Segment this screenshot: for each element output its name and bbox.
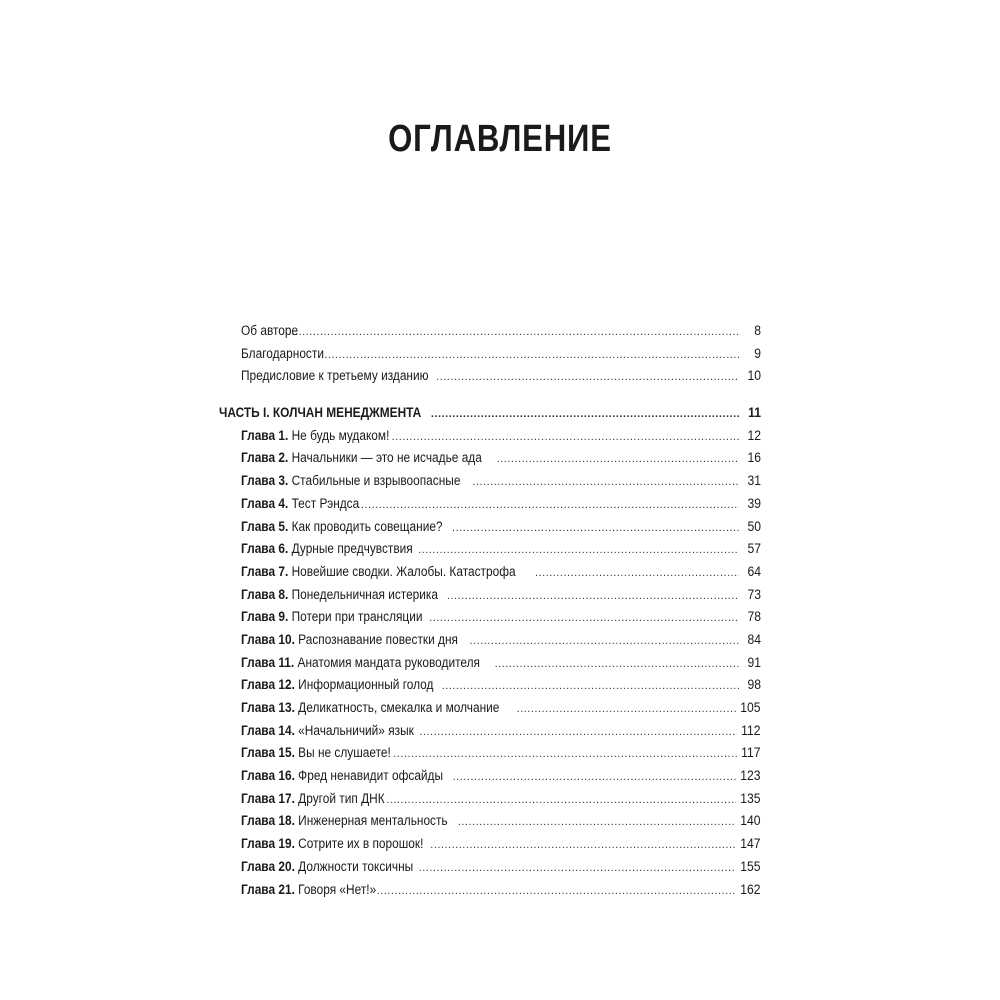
chapter-number: Глава 16. (241, 768, 295, 784)
toc-chapter-label (241, 882, 376, 897)
toc-chapter-label (241, 519, 443, 534)
toc-page-number: 39 (747, 495, 761, 511)
dot-leader (535, 564, 739, 579)
chapter-title: Дурные предчувствия (291, 541, 413, 557)
dot-leader (419, 723, 737, 738)
dot-leader (495, 655, 739, 670)
dot-leader (392, 428, 739, 443)
toc-chapter-entry[interactable] (219, 859, 761, 882)
toc-chapter-label (241, 564, 516, 579)
toc-page-number: 12 (747, 427, 761, 443)
chapter-number: Глава 1. (241, 427, 289, 443)
dot-leader (393, 745, 737, 760)
toc-page-number: 147 (740, 836, 761, 852)
chapter-number: Глава 15. (241, 745, 295, 761)
toc-page-number: 117 (741, 745, 761, 761)
chapter-number: Глава 6. (241, 541, 289, 557)
chapter-title: Распознавание повестки дня (298, 631, 458, 647)
toc-chapter-entry[interactable] (219, 609, 761, 632)
toc-chapter-entry[interactable] (219, 700, 761, 723)
chapter-title: Потери при трансляции (291, 609, 423, 625)
toc-chapter-entry[interactable] (219, 677, 761, 700)
toc-chapter-entry[interactable] (219, 791, 761, 814)
dot-leader (453, 768, 737, 783)
toc-chapter-label (241, 723, 414, 738)
table-of-contents (219, 323, 761, 904)
toc-chapter-entry[interactable] (219, 519, 761, 542)
toc-entry-label: Благодарности (241, 345, 324, 361)
toc-part-label: ЧАСТЬ I. КОЛЧАН МЕНЕДЖМЕНТА (219, 405, 422, 421)
toc-chapter-label (241, 655, 480, 670)
dot-leader (431, 405, 739, 420)
toc-page-number: 78 (747, 609, 761, 625)
toc-chapter-label (241, 632, 458, 647)
toc-page-number: 84 (747, 631, 761, 647)
chapter-number: Глава 7. (241, 563, 289, 579)
toc-page-number: 9 (754, 345, 761, 361)
chapter-number: Глава 10. (241, 631, 295, 647)
dot-leader (418, 541, 739, 556)
chapter-title: Инженерная ментальность (298, 813, 448, 829)
dot-leader (497, 450, 739, 465)
toc-chapter-entry[interactable] (219, 587, 761, 610)
toc-page-number: 8 (754, 323, 761, 338)
toc-page-number: 140 (740, 813, 761, 829)
toc-page-number: 11 (748, 405, 761, 421)
toc-chapter-label (241, 745, 391, 760)
dot-leader (442, 677, 739, 692)
toc-chapter-label (241, 541, 413, 556)
chapter-title: Вы не слушаете! (298, 745, 391, 761)
dot-leader (430, 836, 736, 851)
toc-entry-label: Предисловие к третьему изданию (241, 368, 429, 384)
toc-entry-preface[interactable] (219, 368, 761, 391)
chapter-title: Новейшие сводки. Жалобы. Катастрофа (291, 563, 516, 579)
chapter-title: Как проводить совещание? (291, 518, 443, 534)
toc-entry-label: Об авторе (241, 323, 299, 338)
dot-leader (377, 882, 737, 897)
toc-chapter-label (241, 428, 389, 443)
toc-page-number: 155 (740, 858, 761, 874)
toc-chapter-entry[interactable] (219, 496, 761, 519)
chapter-number: Глава 14. (241, 722, 295, 738)
chapter-title: «Начальничий» язык (298, 722, 414, 738)
dot-leader (436, 368, 739, 383)
chapter-number: Глава 20. (241, 858, 295, 874)
toc-entry-about-author[interactable] (219, 323, 761, 346)
toc-chapter-entry[interactable] (219, 768, 761, 791)
toc-chapter-entry[interactable] (219, 450, 761, 473)
dot-leader (470, 632, 739, 647)
toc-page-number: 135 (740, 790, 761, 806)
chapter-number: Глава 21. (241, 881, 295, 897)
chapter-title: Деликатность, смекалка и молчание (298, 700, 500, 715)
toc-chapter-entry[interactable] (219, 745, 761, 768)
chapter-title: Начальники — это не исчадье ада (291, 450, 482, 466)
toc-chapter-entry[interactable] (219, 541, 761, 564)
toc-page-number: 50 (747, 518, 761, 534)
toc-chapter-label (241, 473, 460, 488)
toc-page-number: 162 (740, 881, 761, 897)
chapter-number: Глава 4. (241, 495, 289, 511)
dot-leader (386, 791, 736, 806)
chapter-title: Не будь мудаком! (291, 427, 390, 443)
dot-leader (517, 700, 737, 715)
chapter-title: Тест Рэндса (291, 495, 360, 511)
toc-chapter-entry[interactable] (219, 632, 761, 655)
chapter-number: Глава 9. (241, 609, 289, 625)
chapter-number: Глава 19. (241, 836, 295, 852)
toc-chapter-label (241, 450, 482, 465)
toc-page-number: 123 (740, 768, 761, 784)
chapter-number: Глава 17. (241, 790, 295, 806)
toc-chapter-label (241, 587, 438, 602)
toc-chapter-label (241, 768, 443, 783)
dot-leader (317, 346, 739, 361)
toc-chapter-entry[interactable] (219, 882, 761, 905)
chapter-title: Анатомия мандата руководителя (297, 654, 480, 670)
toc-chapter-entry[interactable] (219, 813, 761, 836)
toc-chapter-label (241, 677, 433, 692)
toc-page-number: 105 (740, 700, 761, 715)
toc-chapter-label (241, 609, 423, 624)
toc-page-number: 57 (747, 541, 761, 557)
toc-page-number: 10 (747, 368, 761, 384)
toc-chapter-entry[interactable] (219, 655, 761, 678)
dot-leader (288, 323, 739, 338)
dot-leader (357, 496, 739, 511)
toc-page-number: 98 (747, 677, 761, 693)
dot-leader (452, 519, 739, 534)
chapter-number: Глава 8. (241, 586, 289, 602)
chapter-title: Должности токсичны (298, 858, 414, 874)
toc-chapter-entry[interactable] (219, 473, 761, 496)
toc-page-number: 31 (747, 473, 761, 489)
chapter-number: Глава 2. (241, 450, 289, 466)
toc-chapter-label (241, 700, 499, 715)
toc-chapter-label (241, 813, 448, 828)
toc-chapter-entry[interactable] (219, 836, 761, 859)
chapter-title: Информационный голод (298, 677, 434, 693)
chapter-title: Другой тип ДНК (298, 790, 385, 806)
dot-leader (472, 473, 739, 488)
toc-chapter-label (241, 859, 413, 874)
dot-leader (429, 609, 739, 624)
dot-leader (458, 813, 737, 828)
chapter-title: Понедельничная истерика (291, 586, 438, 602)
toc-page-number: 16 (747, 450, 761, 466)
chapter-number: Глава 11. (241, 654, 295, 670)
chapter-number: Глава 13. (241, 700, 295, 715)
toc-part-heading[interactable] (219, 405, 761, 428)
toc-chapter-label (241, 836, 423, 851)
toc-chapter-entry[interactable] (219, 723, 761, 746)
toc-entry-acknowledgements[interactable] (219, 346, 761, 369)
dot-leader (419, 859, 737, 874)
toc-page-number: 64 (747, 563, 761, 579)
dot-leader (447, 587, 739, 602)
chapter-title: Стабильные и взрывоопасные (291, 473, 461, 489)
page-title: ОГЛАВЛЕНИЕ (388, 118, 612, 160)
toc-page-number: 112 (741, 722, 761, 738)
chapter-title: Фред ненавидит офсайды (298, 768, 444, 784)
toc-page-number: 73 (747, 586, 761, 602)
chapter-number: Глава 18. (241, 813, 295, 829)
toc-page-number: 91 (747, 654, 761, 670)
toc-chapter-label (241, 791, 385, 806)
chapter-list (219, 428, 761, 904)
chapter-number: Глава 12. (241, 677, 295, 693)
toc-chapter-entry[interactable] (219, 564, 761, 587)
chapter-title: Говоря «Нет!» (298, 881, 377, 897)
chapter-title: Сотрите их в порошок! (298, 836, 424, 852)
chapter-number: Глава 3. (241, 473, 289, 489)
toc-chapter-entry[interactable] (219, 428, 761, 451)
chapter-number: Глава 5. (241, 518, 289, 534)
toc-chapter-label (241, 496, 359, 511)
